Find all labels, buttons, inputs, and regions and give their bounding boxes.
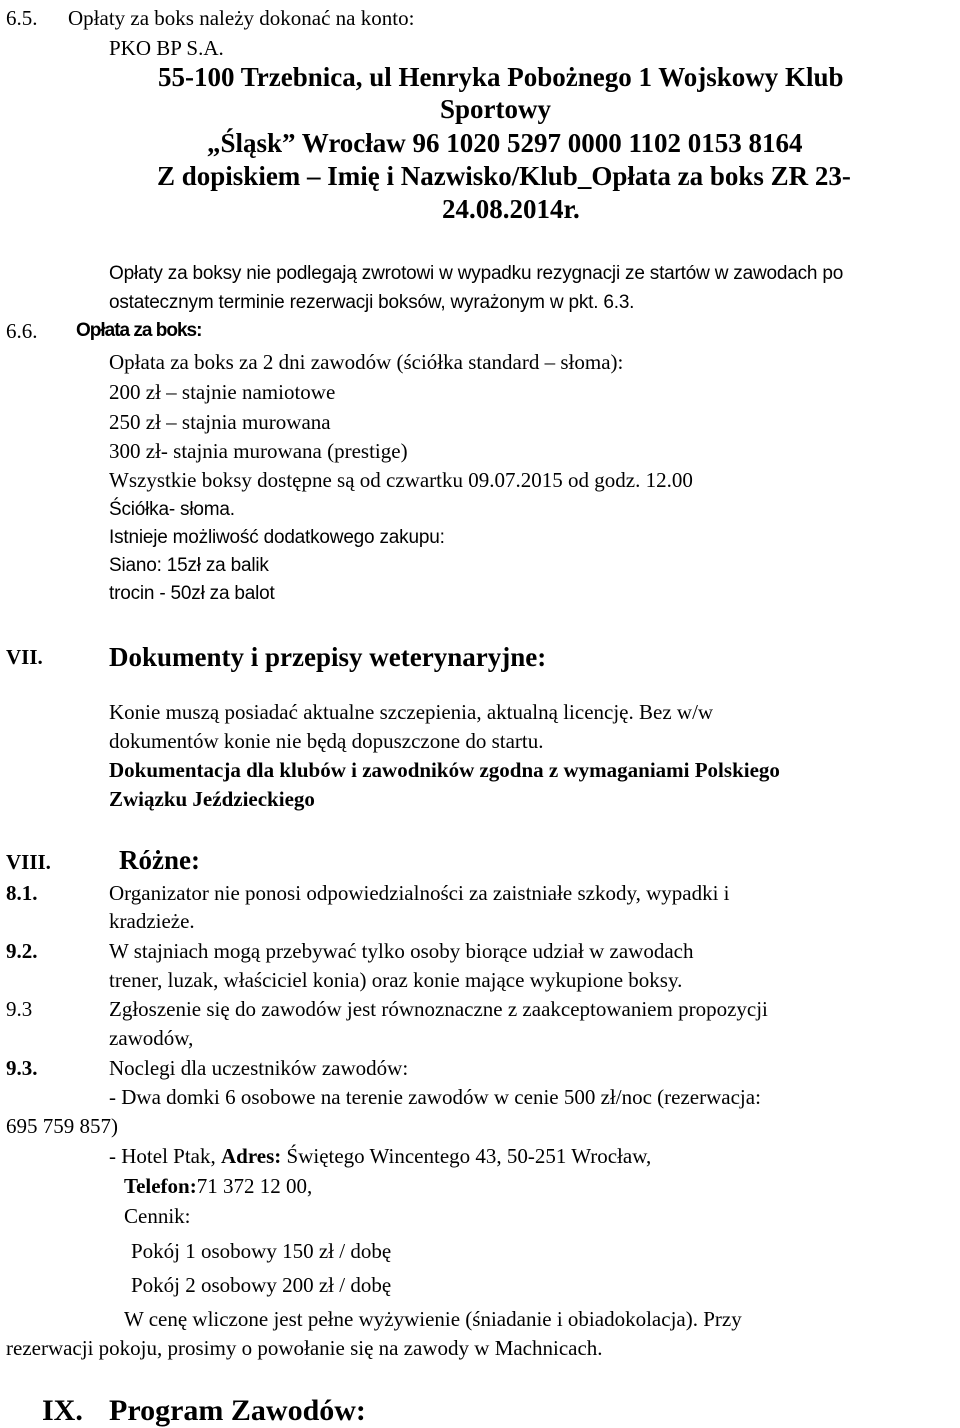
vet-docs-line-2: dokumentów konie nie będą dopuszczone do startu. xyxy=(109,729,544,753)
item-9-2-line-2: trener, luzak, właściciel konia) oraz konie mające wykupione boksy. xyxy=(109,968,683,992)
hotel-phone: 71 372 12 00, xyxy=(196,1174,313,1198)
section-vii-number: VII. xyxy=(6,645,43,669)
section-vii-heading: Dokumenty i przepisy weterynaryjne: xyxy=(109,642,547,672)
section-6-6-heading: Opłata za boks: xyxy=(76,320,202,341)
section-ix-heading: Program Zawodów: xyxy=(109,1394,366,1427)
hotel-address-label: Adres: xyxy=(220,1144,282,1168)
documentation-line-1: Dokumentacja dla klubów i zawodników zgodna z wymaganiami Polskiego xyxy=(109,758,780,782)
box-fee-line-3: 250 zł – stajnia murowana xyxy=(109,410,331,434)
item-9-3b-number: 9.3. xyxy=(6,1056,38,1080)
section-viii-number: VIII. xyxy=(6,850,51,874)
sawdust-price-line: trocin - 50zł za balot xyxy=(109,583,275,604)
item-8-1-line-1: Organizator nie ponosi odpowiedzialności za zaistniałe szkody, wypadki i xyxy=(109,881,730,905)
price-list-label: Cennik: xyxy=(124,1204,191,1228)
hotel-phone-line xyxy=(124,1173,312,1199)
item-9-3-line-2: zawodów, xyxy=(109,1026,194,1050)
bank-name: PKO BP S.A. xyxy=(109,36,224,60)
section-6-5-number: 6.5. xyxy=(6,6,38,30)
section-6-5-text: Opłaty za boks należy dokonać na konto: xyxy=(68,6,415,30)
account-address-line-2: Sportowy xyxy=(440,94,552,124)
bedding-line: Ściółka- słoma. xyxy=(109,499,235,520)
item-9-3-number: 9.3 xyxy=(6,997,33,1021)
payment-note-date: 24.08.2014r. xyxy=(442,194,580,224)
hotel-name: - Hotel Ptak, xyxy=(109,1144,221,1168)
room-price-single: Pokój 1 osobowy 150 zł / dobę xyxy=(131,1239,392,1263)
payment-note-line: Z dopiskiem – Imię i Nazwisko/Klub_Opłata za boks ZR 23- xyxy=(157,161,851,191)
extra-purchase-line: Istnieje możliwość dodatkowego zakupu: xyxy=(109,527,445,548)
account-address-line-1: 55-100 Trzebnica, ul Henryka Pobożnego 1 Wojskowy Klub xyxy=(158,62,844,92)
box-fee-line-5: Wszystkie boksy dostępne są od czwartku 09.07.2015 od godz. 12.00 xyxy=(109,468,693,492)
hotel-address: Świętego Wincentego 43, 50-251 Wrocław, xyxy=(281,1144,652,1168)
item-9-3-line-1: Zgłoszenie się do zawodów jest równoznaczne z zaakceptowaniem propozycji xyxy=(109,997,768,1021)
section-viii-heading: Różne: xyxy=(119,845,200,875)
lodging-phone: 695 759 857) xyxy=(6,1114,118,1138)
documentation-line-2: Związku Jeździeckiego xyxy=(109,787,315,811)
refund-note-line-2: ostatecznym terminie rezerwacji boksów, wyrażonym w pkt. 6.3. xyxy=(109,292,635,313)
section-6-6-number: 6.6. xyxy=(6,319,38,343)
board-info-line-1: W cenę wliczone jest pełne wyżywienie (śniadanie i obiadokolacja). Przy xyxy=(124,1307,742,1331)
item-9-2-number: 9.2. xyxy=(6,939,38,963)
item-9-2-line-1: W stajniach mogą przebywać tylko osoby biorące udział w zawodach xyxy=(109,939,694,963)
lodging-line-2: - Dwa domki 6 osobowe na terenie zawodów w cenie 500 zł/noc (rezerwacja: xyxy=(109,1085,761,1109)
box-fee-line-1: Opłata za boks za 2 dni zawodów (ściółka standard – słoma): xyxy=(109,350,624,374)
room-price-double: Pokój 2 osobowy 200 zł / dobę xyxy=(131,1273,392,1297)
box-fee-line-2: 200 zł – stajnie namiotowe xyxy=(109,380,336,404)
account-number-line: „Śląsk” Wrocław 96 1020 5297 0000 1102 0153 8164 xyxy=(207,128,803,158)
refund-note-line-1: Opłaty za boksy nie podlegają zwrotowi w wypadku rezygnacji ze startów w zawodach po xyxy=(109,263,844,284)
hotel-phone-label: Telefon: xyxy=(124,1174,197,1198)
hotel-address-line xyxy=(109,1143,651,1169)
item-8-1-number: 8.1. xyxy=(6,881,38,905)
vet-docs-line-1: Konie muszą posiadać aktualne szczepienia, aktualną licencję. Bez w/w xyxy=(109,700,714,724)
board-info-line-2: rezerwacji pokoju, prosimy o powołanie się na zawody w Machnicach. xyxy=(6,1336,603,1360)
box-fee-line-4: 300 zł- stajnia murowana (prestige) xyxy=(109,439,408,463)
item-8-1-line-2: kradzieże. xyxy=(109,909,195,933)
section-ix-number: IX. xyxy=(42,1394,83,1427)
hay-price-line: Siano: 15zł za balik xyxy=(109,555,269,576)
lodging-line-1: Noclegi dla uczestników zawodów: xyxy=(109,1056,409,1080)
